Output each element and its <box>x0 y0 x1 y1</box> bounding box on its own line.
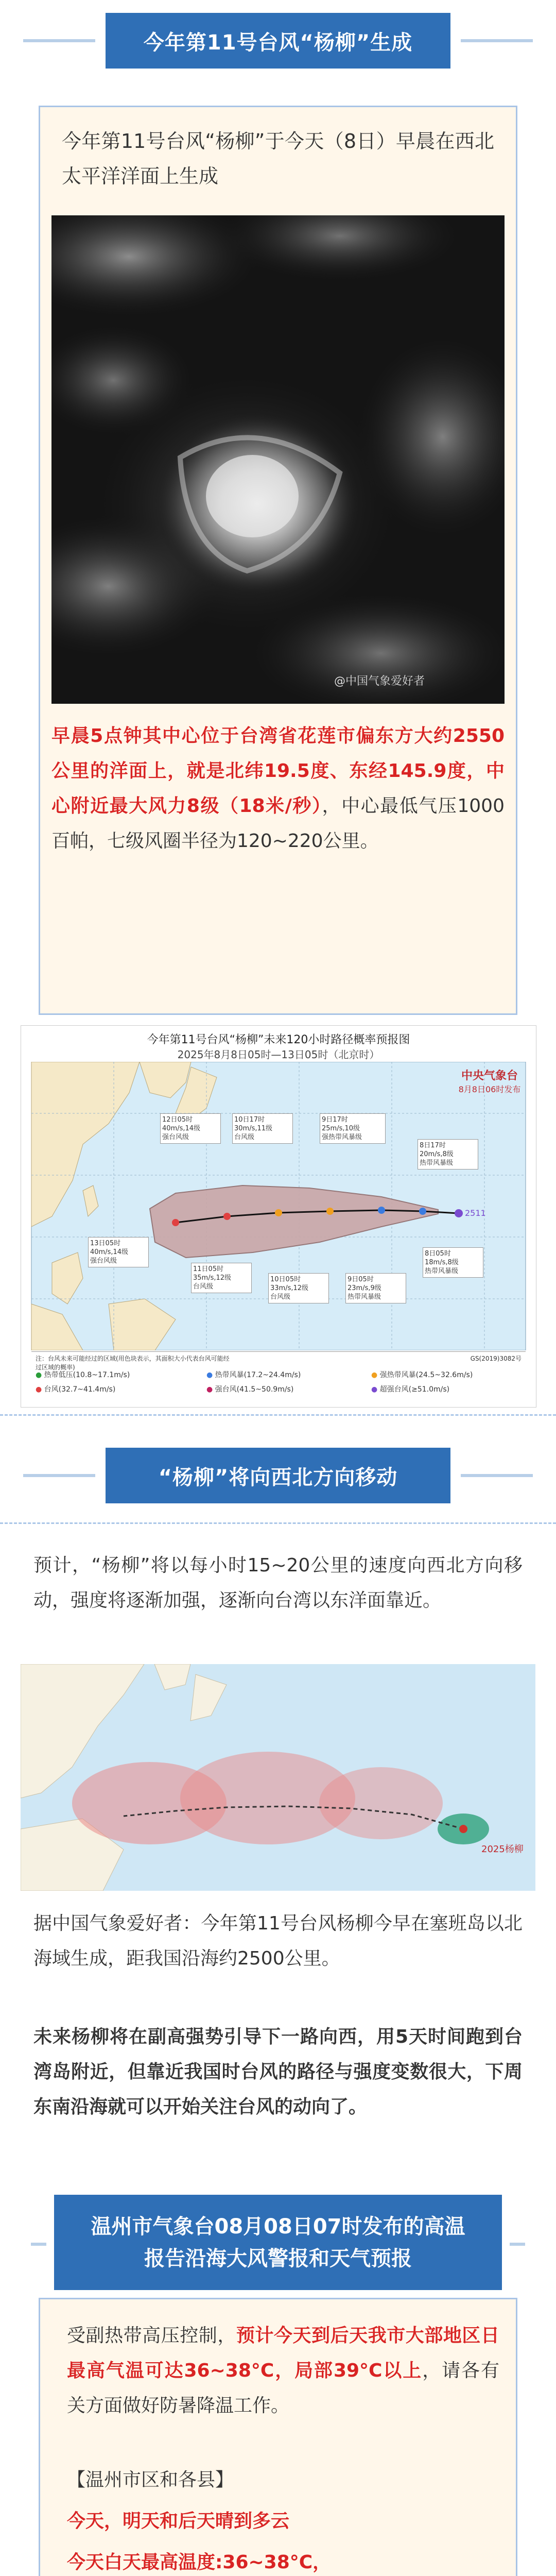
legend-item: ● 强台风(41.5~50.9m/s) <box>206 1385 294 1394</box>
legend-text: 热带低压(10.8~17.1m/s) <box>44 1371 130 1379</box>
forecast-track-map <box>21 1025 536 1408</box>
section-title-typhoon-formed: 今年第11号台风“杨柳”生成 <box>106 13 450 69</box>
forecast-map-svg <box>21 1062 536 1350</box>
legend-item: ● 热带风暴(17.2~24.4m/s) <box>206 1371 301 1379</box>
satellite-cloud-graphic <box>51 215 505 704</box>
movement-paragraph: 预计，“杨柳”将以每小时15~20公里的速度向西北方向移动，强度将逐渐加强，逐渐向台湾以东洋面靠近。 <box>33 1555 523 1611</box>
agency-stamp <box>454 1067 526 1095</box>
section-divider <box>0 1522 556 1524</box>
track-point-label: 13日05时 40m/s,14级 强台风级 <box>88 1237 149 1267</box>
intro-paragraph: 今年第11号台风“杨柳”于今天（8日）早晨在西北太平洋洋面上生成 <box>62 130 494 188</box>
track-point-label: 12日05时 40m/s,14级 强台风级 <box>160 1113 221 1144</box>
region-heading: 【温州市区和各县】 <box>67 2469 234 2490</box>
legend-text: 强台风(41.5~50.9m/s) <box>215 1385 294 1394</box>
forecast-line-1: 今天，明天和后天晴到多云 <box>67 2511 290 2532</box>
track-point-label: 11日05时 35m/s,12级 台风级 <box>191 1263 252 1293</box>
legend-text: 超强台风(≥51.0m/s) <box>379 1385 450 1394</box>
legend-text: 台风(32.7~41.4m/s) <box>44 1385 116 1394</box>
legend-text: 热带风暴(17.2~24.4m/s) <box>215 1371 301 1379</box>
legend-item: ● 热带低压(10.8~17.1m/s) <box>36 1371 130 1379</box>
heat-warning-highlight: 预计今天到后天我市大部地区日最高气温可达36~38°C，局部39°C以上 <box>67 2325 499 2381</box>
track-map-image <box>21 1664 535 1891</box>
storm-track-label: 2025杨柳 <box>481 1844 524 1855</box>
agency-issue-time: 8月8日06时发布 <box>458 1084 521 1094</box>
agency-name: 中央气象台 <box>461 1070 518 1082</box>
legend-item: ● 台风(32.7~41.4m/s) <box>36 1385 116 1394</box>
image-watermark: @中国气象爱好者 <box>334 675 425 688</box>
details-highlight: 早晨5点钟其中心位于台湾省花莲市偏东方大约2550公里的洋面上，就是北纬19.5度、东经145.9度，中心附近最大风力8级（18米/秒） <box>51 725 505 817</box>
track-point-label: 10日17时 30m/s,11级 台风级 <box>232 1113 293 1144</box>
heat-warning-tail: ，请各有关方面做好防暑降温工作。 <box>67 2360 499 2416</box>
forecast-map-subtitle: 2025年8月8日05时—13日05时（北京时） <box>177 1048 380 1061</box>
map-approval-code: GS(2019)3082号 <box>470 1355 522 1362</box>
details-rest: ，中心最低气压1000百帕，七级风圈半径为120~220公里。 <box>51 795 505 852</box>
legend-item: ● 超强台风(≥51.0m/s) <box>371 1385 450 1394</box>
heat-warning-paragraph <box>67 2318 499 2424</box>
outlook-paragraph: 未来杨柳将在副高强势引导下一路向西，用5天时间跑到台湾岛附近，但靠近我国时台风的路径与强度变数很大，下周东南沿海就可以开始关注台风的动向了。 <box>33 2026 523 2117</box>
track-point-label: 9日05时 23m/s,9级 热带风暴级 <box>345 1273 406 1303</box>
enthusiast-paragraph: 据中国气象爱好者：今年第11号台风杨柳今早在塞班岛以北海域生成，距我国沿海约2500公里。 <box>33 1913 523 1969</box>
section-title-wenzhou-alert <box>54 2195 502 2290</box>
track-point-label: 8日17时 20m/s,8级 热带风暴级 <box>418 1139 478 1170</box>
track-map-svg <box>21 1664 535 1891</box>
heat-warning-text: 受副热带高压控制， <box>67 2325 236 2346</box>
track-point-label: 8日05时 18m/s,8级 热带风暴级 <box>423 1247 483 1278</box>
legend-item: ● 强热带风暴(24.5~32.6m/s) <box>371 1371 473 1379</box>
track-point-label: 10日05时 33m/s,12级 台风级 <box>268 1273 329 1303</box>
forecast-map-legend <box>31 1351 526 1403</box>
legend-note: 注：台风未来可能经过的区域(用色块表示，其面积大小代表台风可能经过区域的概率) <box>36 1355 230 1371</box>
typhoon-details <box>51 719 505 859</box>
svg-text:2511: 2511 <box>465 1208 486 1218</box>
section-title-movement: “杨柳”将向西北方向移动 <box>106 1448 450 1503</box>
forecast-line-2: 今天白天最高温度:36~38°C， <box>67 2552 332 2573</box>
forecast-map-title: 今年第11号台风“杨柳”未来120小时路径概率预报图 <box>147 1033 410 1046</box>
alert-title-line2: 报告沿海大风警报和天气预报 <box>144 2246 412 2270</box>
track-point-label: 9日17时 25m/s,10级 强热带风暴级 <box>320 1113 386 1144</box>
alert-title-line1: 温州市气象台08月08日07时发布的高温 <box>91 2214 465 2239</box>
satellite-image <box>51 215 505 704</box>
section-divider <box>0 1414 556 1416</box>
legend-text: 强热带风暴(24.5~32.6m/s) <box>379 1371 473 1379</box>
